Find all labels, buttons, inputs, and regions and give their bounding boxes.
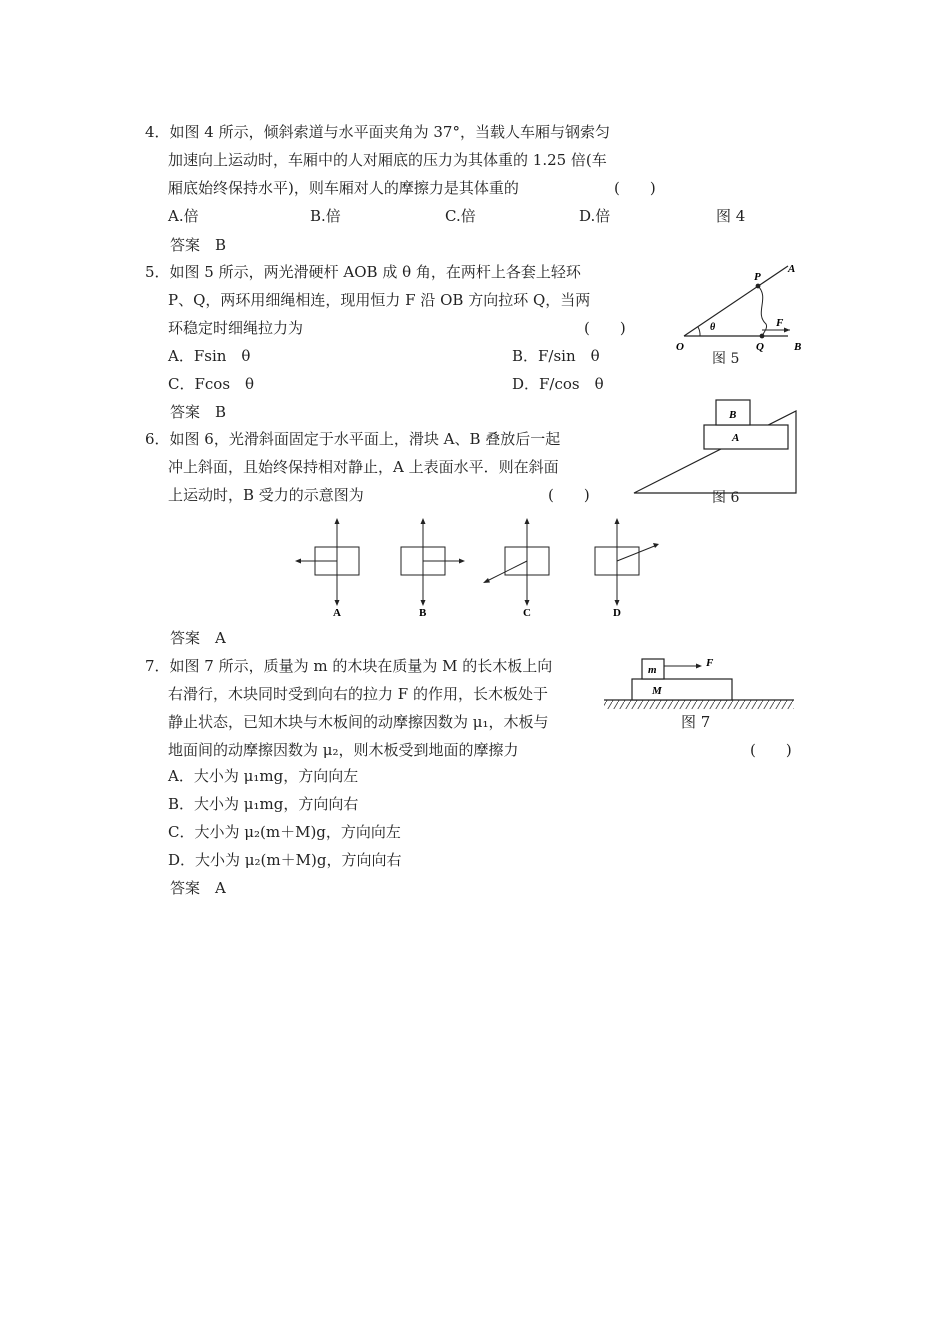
fig7-label-m: m (648, 664, 657, 676)
q5-line-3: 环稳定时细绳拉力为 (168, 319, 304, 337)
q5-line-1: 5．如图 5 所示，两光滑硬杆 AOB 成 θ 角，在两杆上各套上轻环 (145, 263, 581, 281)
q7-option-a: A．大小为 μ₁mg，方向向左 (168, 767, 359, 785)
q7-answer: 答案 A (170, 879, 226, 897)
q7-line-2: 右滑行，木块同时受到向右的拉力 F 的作用，长木板处于 (168, 685, 548, 703)
fig5-label-p: P (754, 271, 761, 283)
fig7-label-big-m: M (652, 685, 662, 697)
q7-line-4: 地面间的动摩擦因数为 μ₂，则木板受到地面的摩擦力 (168, 741, 519, 759)
q7-option-c: C．大小为 μ₂(m＋M)g，方向向左 (168, 823, 401, 841)
diagram-label-d: D (613, 607, 621, 619)
fig5-label-b: B (794, 341, 802, 353)
diagram-label-a: A (333, 607, 341, 619)
diagram-label-c: C (523, 607, 531, 619)
q5-figure-caption: 图 5 (712, 351, 740, 367)
fig5-label-o: O (676, 341, 684, 353)
figure-7-diagram (600, 652, 800, 712)
q4-line-2: 加速向上运动时，车厢中的人对厢底的压力为其体重的 1.25 倍(车 (168, 151, 607, 169)
figure-6-diagram (630, 395, 805, 497)
q5-line-2: P、Q，两环用细绳相连，现用恒力 F 沿 OB 方向拉环 Q，当两 (168, 291, 591, 309)
q6-line-2: 冲上斜面，且始终保持相对静止，A 上表面水平．则在斜面 (168, 458, 559, 476)
q6-line-1: 6．如图 6，光滑斜面固定于水平面上，滑块 A、B 叠放后一起 (145, 430, 561, 448)
q7-answer-bracket: ( ) (750, 741, 792, 759)
q5-answer: 答案 B (170, 403, 227, 421)
fig5-label-theta: θ (710, 322, 716, 333)
q6-figure-caption: 图 6 (712, 490, 740, 506)
q6-answer-bracket: ( ) (548, 486, 590, 504)
force-diagram-c (483, 518, 549, 619)
q4-option-d: D.倍 (579, 207, 611, 225)
q7-figure-caption: 图 7 (681, 713, 711, 731)
q5-option-a: A．Fsin θ (168, 347, 251, 365)
q6-force-diagrams (285, 512, 665, 624)
q6-line-3: 上运动时，B 受力的示意图为 (168, 486, 364, 504)
q4-line-1: 4．如图 4 所示，倾斜索道与水平面夹角为 37°，当载人车厢与钢索匀 (145, 123, 610, 141)
q5-option-b: B．F/sin θ (512, 347, 600, 365)
q5-option-d: D．F/cos θ (512, 375, 604, 393)
q4-answer-bracket: ( ) (614, 179, 656, 197)
q7-line-1: 7．如图 7 所示，质量为 m 的木块在质量为 M 的长木板上向 (145, 657, 553, 675)
q4-line-3: 厢底始终保持水平)，则车厢对人的摩擦力是其体重的 (168, 179, 519, 197)
fig5-label-f: F (776, 317, 784, 329)
q4-answer: 答案 B (170, 236, 227, 254)
fig5-label-a: A (788, 263, 796, 275)
q5-answer-bracket: ( ) (584, 319, 626, 337)
fig7-label-f: F (706, 657, 714, 669)
force-diagram-d (595, 518, 659, 619)
q6-answer: 答案 A (170, 629, 226, 647)
force-diagram-b (401, 518, 465, 619)
q7-line-3: 静止状态，已知木块与木板间的动摩擦因数为 μ₁，木板与 (168, 713, 549, 731)
q4-figure-caption: 图 4 (716, 207, 746, 225)
fig6-label-b: B (729, 409, 737, 421)
q5-option-c: C．Fcos θ (168, 375, 255, 393)
fig6-label-a: A (732, 432, 740, 444)
fig5-label-q: Q (756, 341, 764, 353)
q4-option-c: C.倍 (445, 207, 476, 225)
figure-5-diagram (670, 258, 820, 366)
q4-option-b: B.倍 (310, 207, 341, 225)
force-diagram-a (295, 518, 359, 619)
q7-option-b: B．大小为 μ₁mg，方向向右 (168, 795, 359, 813)
q7-option-d: D．大小为 μ₂(m＋M)g，方向向右 (168, 851, 402, 869)
diagram-label-b: B (419, 607, 427, 619)
q4-option-a: A.倍 (168, 207, 199, 225)
